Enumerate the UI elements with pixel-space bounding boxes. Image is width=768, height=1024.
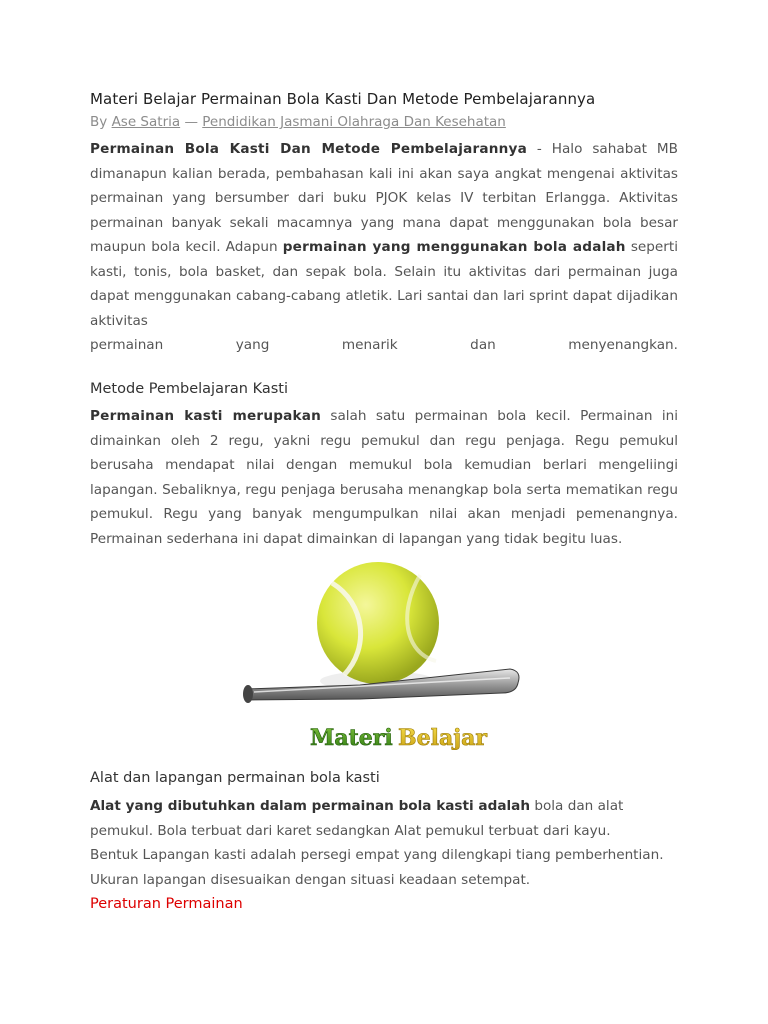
alat-heading: Alat dan lapangan permainan bola kasti bbox=[90, 770, 380, 786]
logo-word-materi: Materi bbox=[310, 725, 393, 751]
metode-paragraph bbox=[90, 404, 678, 551]
intro-text-2: seperti kasti, tonis, bola basket, dan sepak bola. Selain itu aktivitas dari permainan juga dapat menggunakan cabang-cabang atletik. Lari santai dan lari sprint dapat dijadikan aktivitas bbox=[90, 239, 678, 329]
materi-belajar-logo bbox=[310, 725, 487, 751]
byline-separator: — bbox=[184, 114, 198, 130]
byline-prefix: By bbox=[90, 114, 108, 130]
logo-word-belajar: Belajar bbox=[398, 725, 488, 751]
alat-line-2: pemukul. Bola terbuat dari karet sedangkan Alat pemukul terbuat dari kayu. bbox=[90, 822, 611, 839]
kasti-illustration bbox=[240, 553, 530, 753]
intro-lead: Permainan Bola Kasti Dan Metode Pembelajarannya bbox=[90, 141, 527, 157]
article-title: Materi Belajar Permainan Bola Kasti Dan Metode Pembelajarannya bbox=[90, 90, 596, 108]
metode-heading: Metode Pembelajaran Kasti bbox=[90, 381, 289, 397]
metode-text: salah satu permainan bola kecil. Permainan ini dimainkan oleh 2 regu, yakni regu pemukul dan regu penjaga. Regu pemukul berusaha mendapat nilai dengan memukul bola kemudian berlari mengeliingi lapangan. Sebaliknya, regu penjaga berusaha menangkap bola serta mematikan regu pemukul. Regu yang banyak mengumpulkan nilai akan menjadi pemenangnya. Permainan sederhana ini dapat dimainkan di lapangan yang tidak begitu luas. bbox=[90, 408, 678, 547]
article-byline bbox=[90, 114, 678, 130]
alat-paragraph bbox=[90, 794, 678, 892]
ball-and-bat-image bbox=[240, 553, 530, 753]
metode-lead: Permainan kasti merupakan bbox=[90, 408, 321, 424]
intro-paragraph bbox=[90, 137, 678, 358]
ball-icon bbox=[317, 562, 439, 691]
intro-mid-bold: permainan yang menggunakan bola adalah bbox=[282, 239, 626, 255]
peraturan-heading: Peraturan Permainan bbox=[90, 896, 243, 912]
alat-line-3: Bentuk Lapangan kasti adalah persegi empat yang dilengkapi tiang pemberhentian. bbox=[90, 847, 664, 863]
alat-line-4: Ukuran lapangan disesuaikan dengan situasi keadaan setempat. bbox=[90, 871, 531, 888]
intro-last-line: permainan yang menarik dan menyenangkan. bbox=[90, 337, 678, 353]
alat-line-1-rest: bola dan alat bbox=[530, 798, 624, 814]
category-link[interactable]: Pendidikan Jasmani Olahraga Dan Kesehatan bbox=[202, 114, 506, 130]
intro-text-1: - Halo sahabat MB dimanapun kalian berada, pembahasan kali ini akan saya angkat mengenai aktivitas permainan yang bersumber dari buku PJOK kelas IV terbitan Erlangga. Aktivitas permainan banyak sekali macamnya yang mana dapat menggunakan bola besar maupun bola kecil. Adapun bbox=[90, 141, 678, 255]
author-link[interactable]: Ase Satria bbox=[111, 114, 181, 130]
alat-lead: Alat yang dibutuhkan dalam permainan bola kasti adalah bbox=[90, 798, 530, 814]
alat-line-1 bbox=[90, 794, 678, 819]
